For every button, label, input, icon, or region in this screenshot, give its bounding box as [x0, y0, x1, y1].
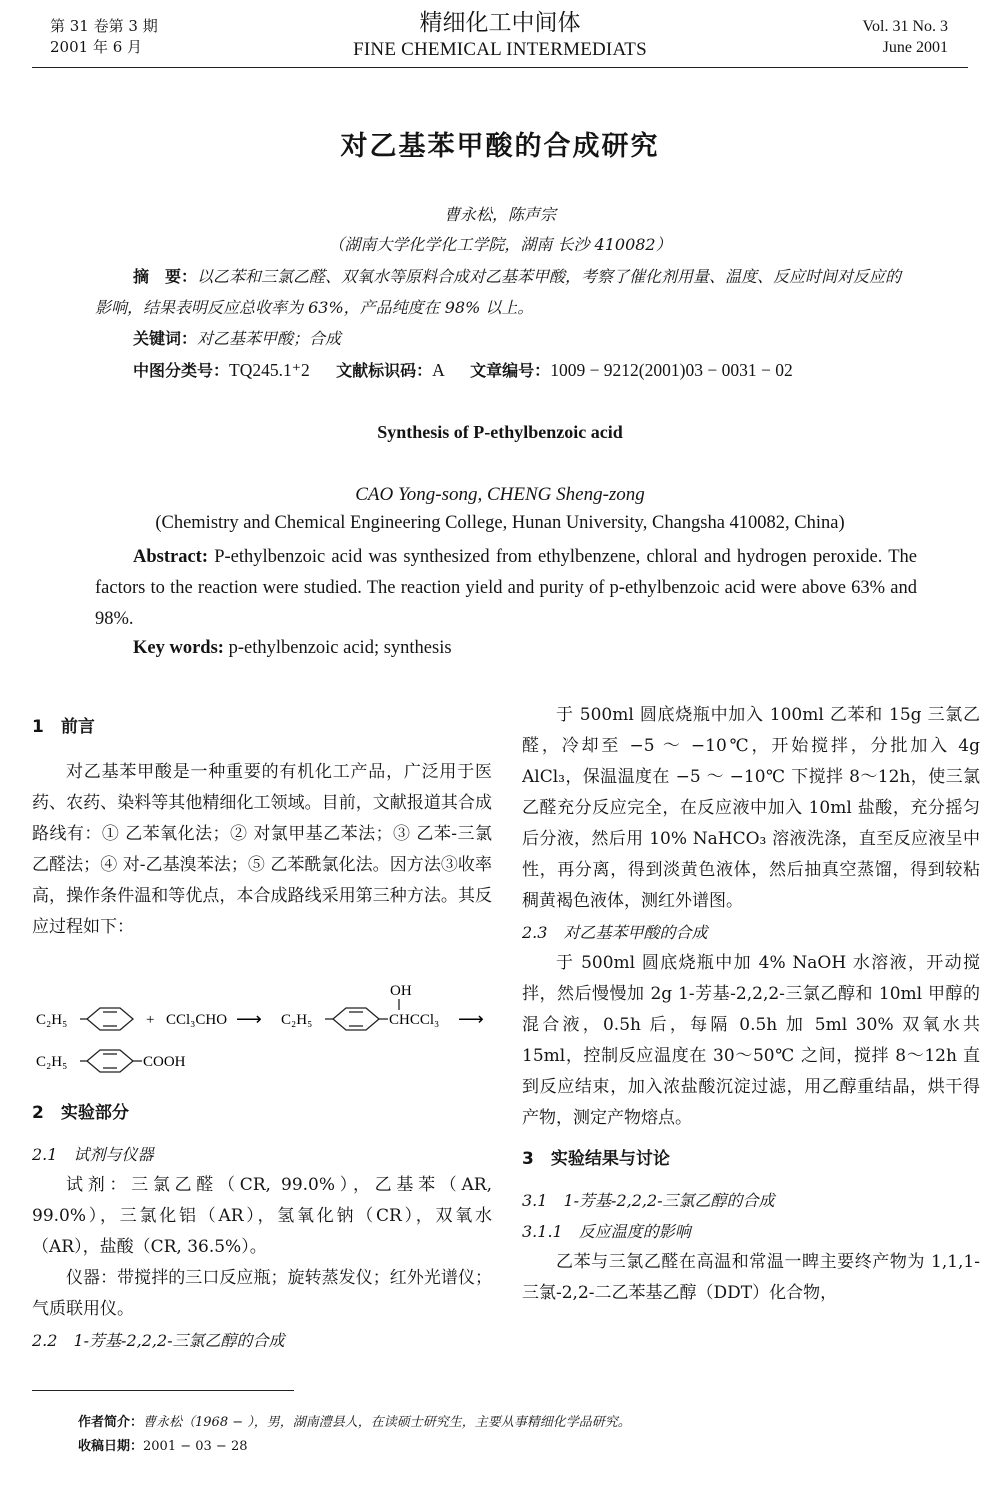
keywords-cn [133, 327, 341, 351]
hydroxyl-label: OH [390, 983, 412, 999]
intermediate-substituent: C₂H₅ [281, 1012, 313, 1028]
intro-paragraph: 对乙基苯甲酸是一种重要的有机化工产品，广泛用于医药、农药、染料等其他精细化工领域。目前，文献报道其合成路线有：① 乙苯氧化法；② 对氯甲基乙苯法；③ 乙苯-三氯乙醛法；④ 对-乙基溴苯法；⑤ 乙苯酰氯化法。因方法③收率高，操作条件温和等优点，本合成路线采用第三种方法。其反应过程如下： [32, 762, 492, 937]
product-substituent: C₂H₅ [36, 1054, 68, 1070]
benzene-ring-reactant [87, 1008, 133, 1030]
footnote-author-text: 曹永松（1968 − ），男，湖南澧县人，在读硕士研究生，主要从事精细化学品研究。 [143, 1415, 631, 1430]
header-divider [32, 67, 968, 68]
footnote-author [78, 1412, 631, 1434]
reagents-paragraph: 试剂：三氯乙醛（CR, 99.0%），乙基苯（AR, 99.0%），三氯化铝（AR），氢氧化钠（CR），双氧水（AR），盐酸（CR, 36.5%）。 [32, 1175, 492, 1257]
results-paragraph: 乙苯与三氯乙醛在高温和常温一睥主要终产物为 1,1,1-三氯-2,2-二乙苯基乙醇（DDT）化合物， [522, 1252, 980, 1303]
carboxyl-group: COOH [143, 1054, 186, 1070]
abstract-en-label: Abstract: [133, 547, 209, 567]
section-2-2-heading: 2.2 1-芳基-2,2,2-三氯乙醇的合成 [32, 1331, 285, 1350]
journal-name-en: FINE CHEMICAL INTERMEDIATS [353, 39, 647, 60]
reaction-arrow-1: ⟶ [236, 1009, 262, 1029]
section-3-1-1-heading: 3.1.1 反应温度的影响 [522, 1222, 691, 1241]
synthesis-paragraph-1: 于 500ml 圆底烧瓶中加入 100ml 乙苯和 15g 三氯乙醛，冷却至 −5 ～ −10℃，开始搅拌，分批加入 4g AlCl₃，保温温度在 −5 ～ −10℃ 下搅拌 8～12h，使三氯乙醛充分反应完全，在反应液中加入 10ml 盐酸，充分摇匀后分液，然后用 10% NaHCO₃ 溶液洗涤，直至反应液呈中性，再分离，得到淡黄色液体，然后抽真空蒸馏，得到较粘稠黄褐色液体，测红外谱图。 [522, 705, 980, 911]
chloral-formula: CCl₃CHO [166, 1012, 228, 1028]
abstract-en [95, 542, 917, 635]
abstract-en-text: P-ethylbenzoic acid was synthesized from ethylbenzene, chloral and hydrogen peroxide. The factors to the reaction were studied. The reaction yield and purity of p-ethylbenzoic acid were above 63% and 98%. [95, 547, 917, 629]
article-no-value: 1009 − 9212(2001)03 − 0031 − 02 [550, 360, 793, 380]
classification-line [133, 358, 793, 383]
keywords-en-label: Key words: [133, 638, 224, 658]
clc-value: TQ245.1⁺2 [229, 360, 310, 380]
header-date-en: June 2001 [882, 39, 948, 56]
benzene-ring-intermediate [333, 1008, 379, 1030]
authors-en: CAO Yong-song, CHENG Sheng-zong [355, 484, 645, 505]
footnote-received [78, 1436, 248, 1458]
benzene-ring-product [87, 1050, 133, 1072]
header-volume-en: Vol. 31 No. 3 [862, 18, 948, 35]
affiliation-cn: （湖南大学化学化工学院，湖南 长沙 410082） [328, 235, 672, 254]
authors-cn: 曹永松，陈声宗 [443, 205, 556, 224]
footnote-divider [32, 1390, 294, 1391]
header-issue-en [863, 16, 949, 58]
footnote-author-label: 作者简介： [78, 1415, 144, 1430]
abstract-cn [95, 261, 915, 323]
header-volume-cn: 第 31 卷第 3 期 [50, 17, 158, 35]
footnote-date-label: 收稿日期： [78, 1439, 144, 1454]
reaction-arrow-2: ⟶ [458, 1009, 484, 1029]
plus-sign: + [146, 1012, 155, 1028]
section-2-1-heading: 2.1 试剂与仪器 [32, 1145, 154, 1164]
article-no-label: 文章编号： [470, 361, 551, 380]
right-column [522, 700, 980, 1309]
trichloroethyl-group: CHCCl₃ [389, 1012, 440, 1028]
instruments-paragraph: 仪器：带搅拌的三口反应瓶；旋转蒸发仪；红外光谱仪；气质联用仪。 [32, 1268, 492, 1319]
abstract-cn-text: 以乙苯和三氯乙醛、双氧水等原料合成对乙基苯甲酸，考察了催化剂用量、温度、反应时间对反应的影响，结果表明反应总收率为 63%，产品纯度在 98% 以上。 [95, 267, 902, 317]
affiliation-en: (Chemistry and Chemical Engineering College, Hunan University, Changsha 410082, China) [155, 513, 845, 533]
section-2-heading: 2 实验部分 [32, 1103, 129, 1123]
paper-title-en: Synthesis of P-ethylbenzoic acid [377, 422, 623, 442]
clc-label: 中图分类号： [133, 361, 230, 380]
journal-name-cn: 精细化工中间体 [419, 10, 581, 36]
doc-code-label: 文献标识码： [336, 361, 433, 380]
left-column [32, 712, 492, 943]
doc-code-value: A [432, 360, 444, 380]
reaction-scheme [32, 976, 502, 1076]
header-date-cn: 2001 年 6 月 [50, 38, 143, 56]
footnote-date-text: 2001 − 03 − 28 [143, 1439, 248, 1454]
section-1-heading: 1 前言 [32, 717, 95, 737]
synthesis-paragraph-2: 于 500ml 圆底烧瓶中加 4% NaOH 水溶液，开动搅拌，然后慢慢加 2g 1-芳基-2,2,2-三氯乙醇和 10ml 甲醇的混合液，0.5h 后，每隔 0.5h 加 5ml 30% 双氧水共 15ml，控制反应温度在 30～50℃ 之间，搅拌 8～12h 直到反应结束，加入浓盐酸沉淀过滤，用乙醇重结晶，烘干得产物，测定产物熔点。 [522, 953, 980, 1128]
keywords-cn-label: 关键词： [133, 329, 198, 348]
keywords-en-text: p-ethylbenzoic acid; synthesis [228, 638, 452, 658]
reactant-substituent: C₂H₅ [36, 1012, 68, 1028]
keywords-en [133, 638, 452, 659]
paper-title-cn: 对乙基苯甲酸的合成研究 [340, 131, 660, 162]
abstract-cn-label: 摘 要： [133, 267, 198, 286]
left-column-lower [32, 1098, 492, 1356]
header-journal [0, 8, 1000, 62]
section-2-3-heading: 2.3 对乙基苯甲酸的合成 [522, 923, 708, 942]
keywords-cn-text: 对乙基苯甲酸；合成 [197, 329, 342, 348]
section-3-heading: 3 实验结果与讨论 [522, 1149, 670, 1169]
section-3-1-heading: 3.1 1-芳基-2,2,2-三氯乙醇的合成 [522, 1191, 775, 1210]
